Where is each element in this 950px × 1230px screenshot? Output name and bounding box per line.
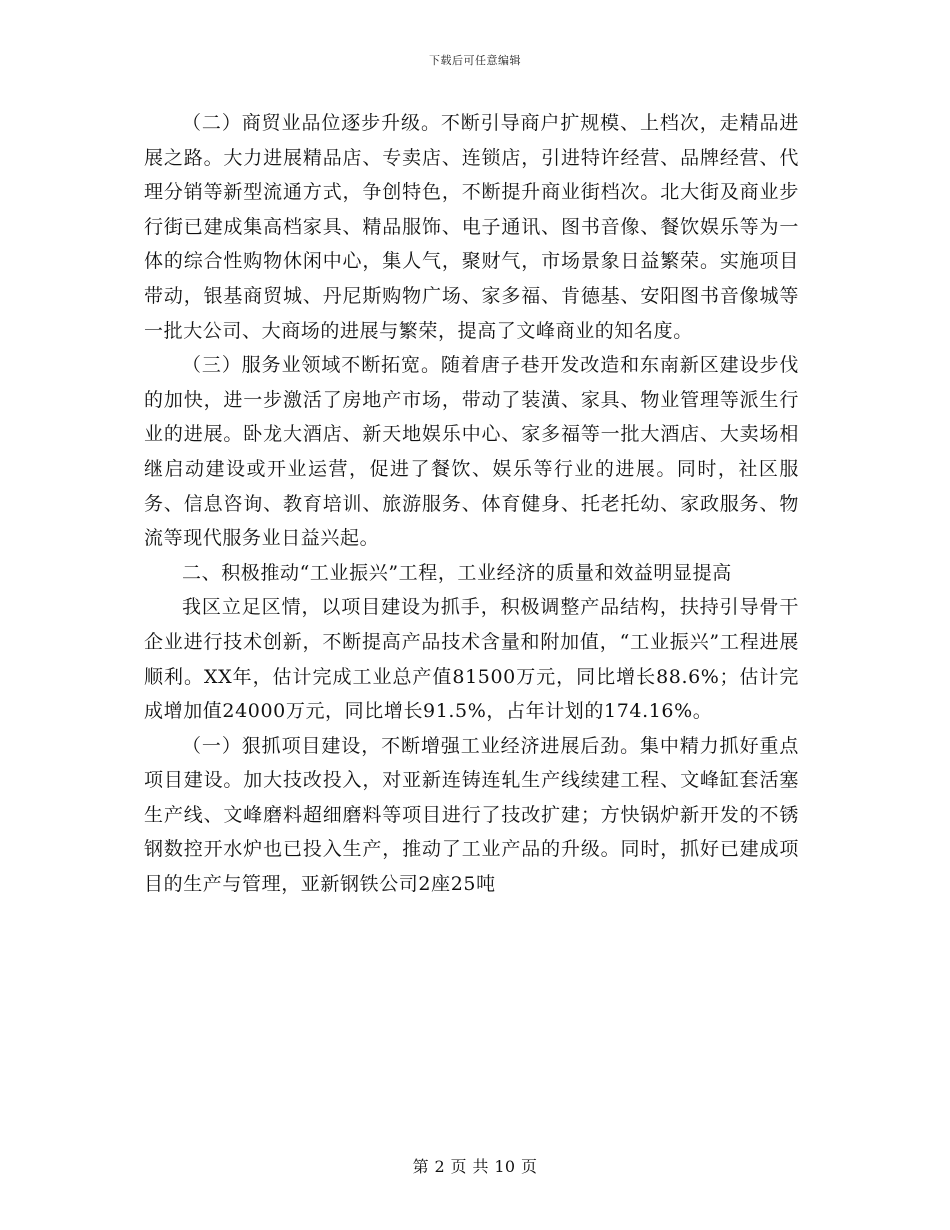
header-download-note: 下载后可任意编辑 — [429, 54, 521, 67]
paragraph-service-expansion: （三）服务业领域不断拓宽。随着唐子巷开发改造和东南新区建设步伐的加快，进一步激活了房地产市场，带动了装潢、家具、物业管理等派生行业的进展。卧龙大酒店、新天地娱乐中心、家多福等一批大酒店、大卖场相继启动建设或开业运营，促进了餐饮、娱乐等行业的进展。同时，社区服务、信息咨询、教育培训、旅游服务、体育健身、托老托幼、家政服务、物流等现代服务业日益兴起。 — [144, 354, 799, 550]
document-body — [144, 106, 799, 902]
paragraph-industry-summary: 我区立足区情，以项目建设为抓手，积极调整产品结构，扶持引导骨干企业进行技术创新，不断提高产品技术含量和附加值，“工业振兴”工程进展顺利。XX年，估计完成工业总产值81500万元，同比增长88.6%；估计完成增加值24000万元，同比增长91.5%，占年计划的174.16%。 — [144, 596, 799, 723]
paragraph-commerce-upgrade: （二）商贸业品位逐步升级。不断引导商户扩规模、上档次，走精品进展之路。大力进展精品店、专卖店、连锁店，引进特许经营、品牌经营、代理分销等新型流通方式，争创特色，不断提升商业街档次。北大街及商业步行街已建成集高档家具、精品服饰、电子通讯、图书音像、餐饮娱乐等为一体的综合性购物休闲中心，集人气，聚财气，市场景象日益繁荣。实施项目带动，银基商贸城、丹尼斯购物广场、家多福、肯德基、安阳图书音像城等一批大公司、大商场的进展与繁荣，提高了文峰商业的知名度。 — [144, 112, 799, 342]
section-heading-industry: 二、积极推动“工业振兴”工程，工业经济的质量和效益明显提高 — [182, 561, 732, 584]
page-number-footer: 第 2 页 共 10 页 — [412, 1157, 538, 1176]
paragraph-project-construction: （一）狠抓项目建设，不断增强工业经济进展后劲。集中精力抓好重点项目建设。加大技改投入，对亚新连铸连轧生产线续建工程、文峰缸套活塞生产线、文峰磨料超细磨料等项目进行了技改扩建；方快锅炉新开发的不锈钢数控开水炉也已投入生产，推动了工业产品的升级。同时，抓好已建成项目的生产与管理，亚新钢铁公司2座25吨 — [144, 734, 799, 896]
